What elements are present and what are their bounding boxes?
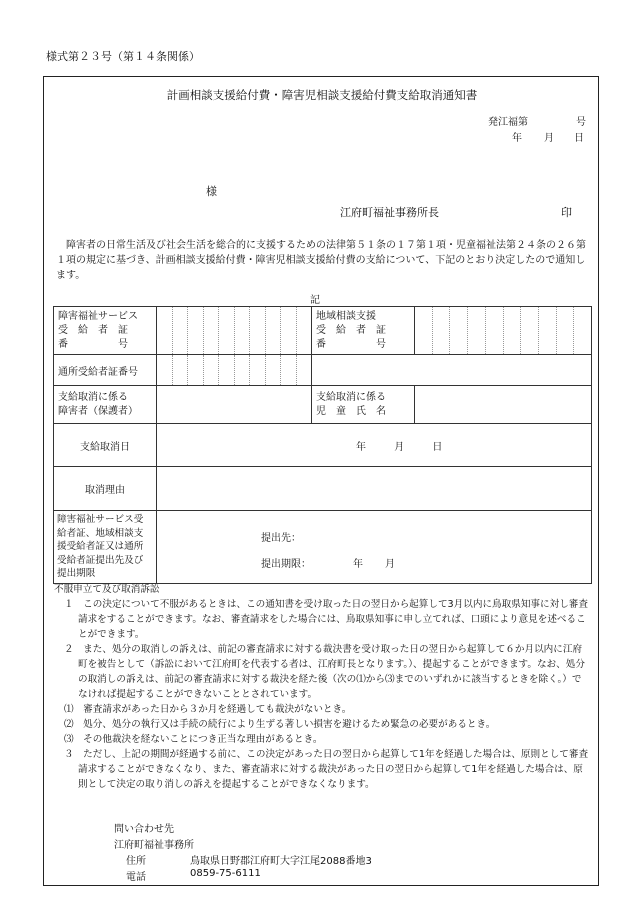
deadline-year: 年: [353, 559, 363, 570]
contact-heading: 問い合わせ先: [114, 824, 174, 835]
cert-number-field-2[interactable]: [415, 307, 592, 355]
notice-frame: [43, 76, 599, 886]
reason-row: [54, 467, 592, 511]
ki-mark: 記: [310, 295, 320, 306]
note-sub-1: ⑴ 審査請求があった日から３か月を経過しても裁決がないとき。: [64, 704, 352, 715]
contact-address: 鳥取県日野郡江府町大字江尾2088番地3: [190, 856, 372, 867]
child-field[interactable]: [415, 386, 592, 424]
submit-deadline-label: 提出期限：: [261, 559, 311, 570]
note-sub-2: ⑵ 処分、処分の執行又は手続の続行により生ずる著しい損害を避けるため緊急の必要があるとき。: [64, 719, 496, 730]
contact-office: 江府町福祉事務所: [114, 840, 194, 851]
child-label: 支給取消に係る 児 童 氏 名: [312, 386, 415, 424]
person-field[interactable]: [157, 386, 312, 424]
issue-number-suffix: 号: [576, 117, 586, 128]
submit-field[interactable]: [157, 511, 592, 584]
seal-mark: 印: [561, 206, 572, 219]
notes-heading: 不服申立て及び取消訴訟: [54, 584, 160, 595]
cert-number-field-1[interactable]: [157, 307, 312, 355]
reason-label: 取消理由: [54, 467, 157, 511]
date-day: 日: [574, 133, 584, 144]
submit-label: 障害福祉サービス受 給者証、地域相談支 援受給者証又は通所 受給者証提出先及び 提出期限: [54, 511, 157, 584]
clinic-cert-label: 通所受給者証番号: [54, 355, 157, 386]
date-month: 月: [544, 133, 554, 144]
clinic-cert-blank: [312, 355, 592, 386]
note-sub-3: ⑶ その他裁決を経ないことにつき正当な理由があるとき。: [64, 734, 323, 745]
person-row: [54, 386, 592, 424]
cancel-date-row: [54, 424, 592, 467]
date-year: 年: [512, 133, 522, 144]
cancel-date-label: 支給取消日: [54, 424, 157, 467]
recipient-suffix: 様: [206, 185, 217, 198]
contact-address-label: 住所: [126, 856, 146, 867]
submit-row: [54, 511, 592, 584]
cert-label-1: 障害福祉サービス 受 給 者 証 番 号: [54, 307, 157, 355]
cancel-date-field[interactable]: 年 月 日: [157, 424, 592, 467]
cert-number-row: [54, 307, 592, 355]
person-label: 支給取消に係る 障害者（保護者）: [54, 386, 157, 424]
contact-phone-label: 電話: [126, 872, 146, 883]
issuer-name: 江府町福祉事務所長: [340, 206, 439, 219]
reason-field[interactable]: [157, 467, 592, 511]
deadline-month: 月: [385, 559, 395, 570]
note-item-1: １ この決定について不服があるときは、この通知書を受け取った日の翌日から起算して3月以内に鳥取県知事に対し審査請求をすることができます。なお、審査請求をした場合には、鳥取県知事に申し立てれば、口頭により意見を述べることができます。: [64, 599, 588, 640]
body-paragraph: 障害者の日常生活及び社会生活を総合的に支援するための法律第５１条の１７第１項・児童福祉法第２４条の２６第１項の規定に基づき、計画相談支援給付費・障害児相談支援給付費の支給について、下記のとおり決定したので通知します。: [56, 240, 586, 281]
clinic-cert-row: [54, 355, 592, 386]
issue-number-prefix: 発江福第: [488, 117, 528, 128]
document-title: 計画相談支援給付費・障害児相談支援給付費支給取消通知書: [166, 88, 478, 102]
details-table: [53, 306, 592, 584]
form-number: 様式第２３号（第１４条関係）: [46, 50, 200, 63]
submit-to-label: 提出先：: [261, 533, 301, 544]
clinic-cert-field[interactable]: [157, 355, 312, 386]
note-item-2: ２ また、処分の取消しの訴えは、前記の審査請求に対する裁決書を受け取った日の翌日から起算して６か月以内に江府町を被告として（訴訟において江府町を代表する者は、江府町長となります。）、提起することができます。なお、処分の取消しの訴えは、前記の審査請求に対する裁決を経た後（次の⑴から⑶までのいずれかに該当するときを除く。）でなければ提起することができないこととされています。: [64, 644, 585, 700]
cert-label-2: 地域相談支援 受 給 者 証 番 号: [312, 307, 415, 355]
note-item-3: ３ ただし、上記の期間が経過する前に、この決定があった日の翌日から起算して1年を経過した場合は、原則として審査請求することができなくなり、また、審査請求に対する裁決があった日の翌日から起算して1年を経過した場合は、原則として決定の取り消しの訴えを提起することができなくなります。: [64, 749, 589, 790]
contact-phone: 0859-75-6111: [190, 868, 261, 879]
notes-section: [56, 582, 590, 792]
